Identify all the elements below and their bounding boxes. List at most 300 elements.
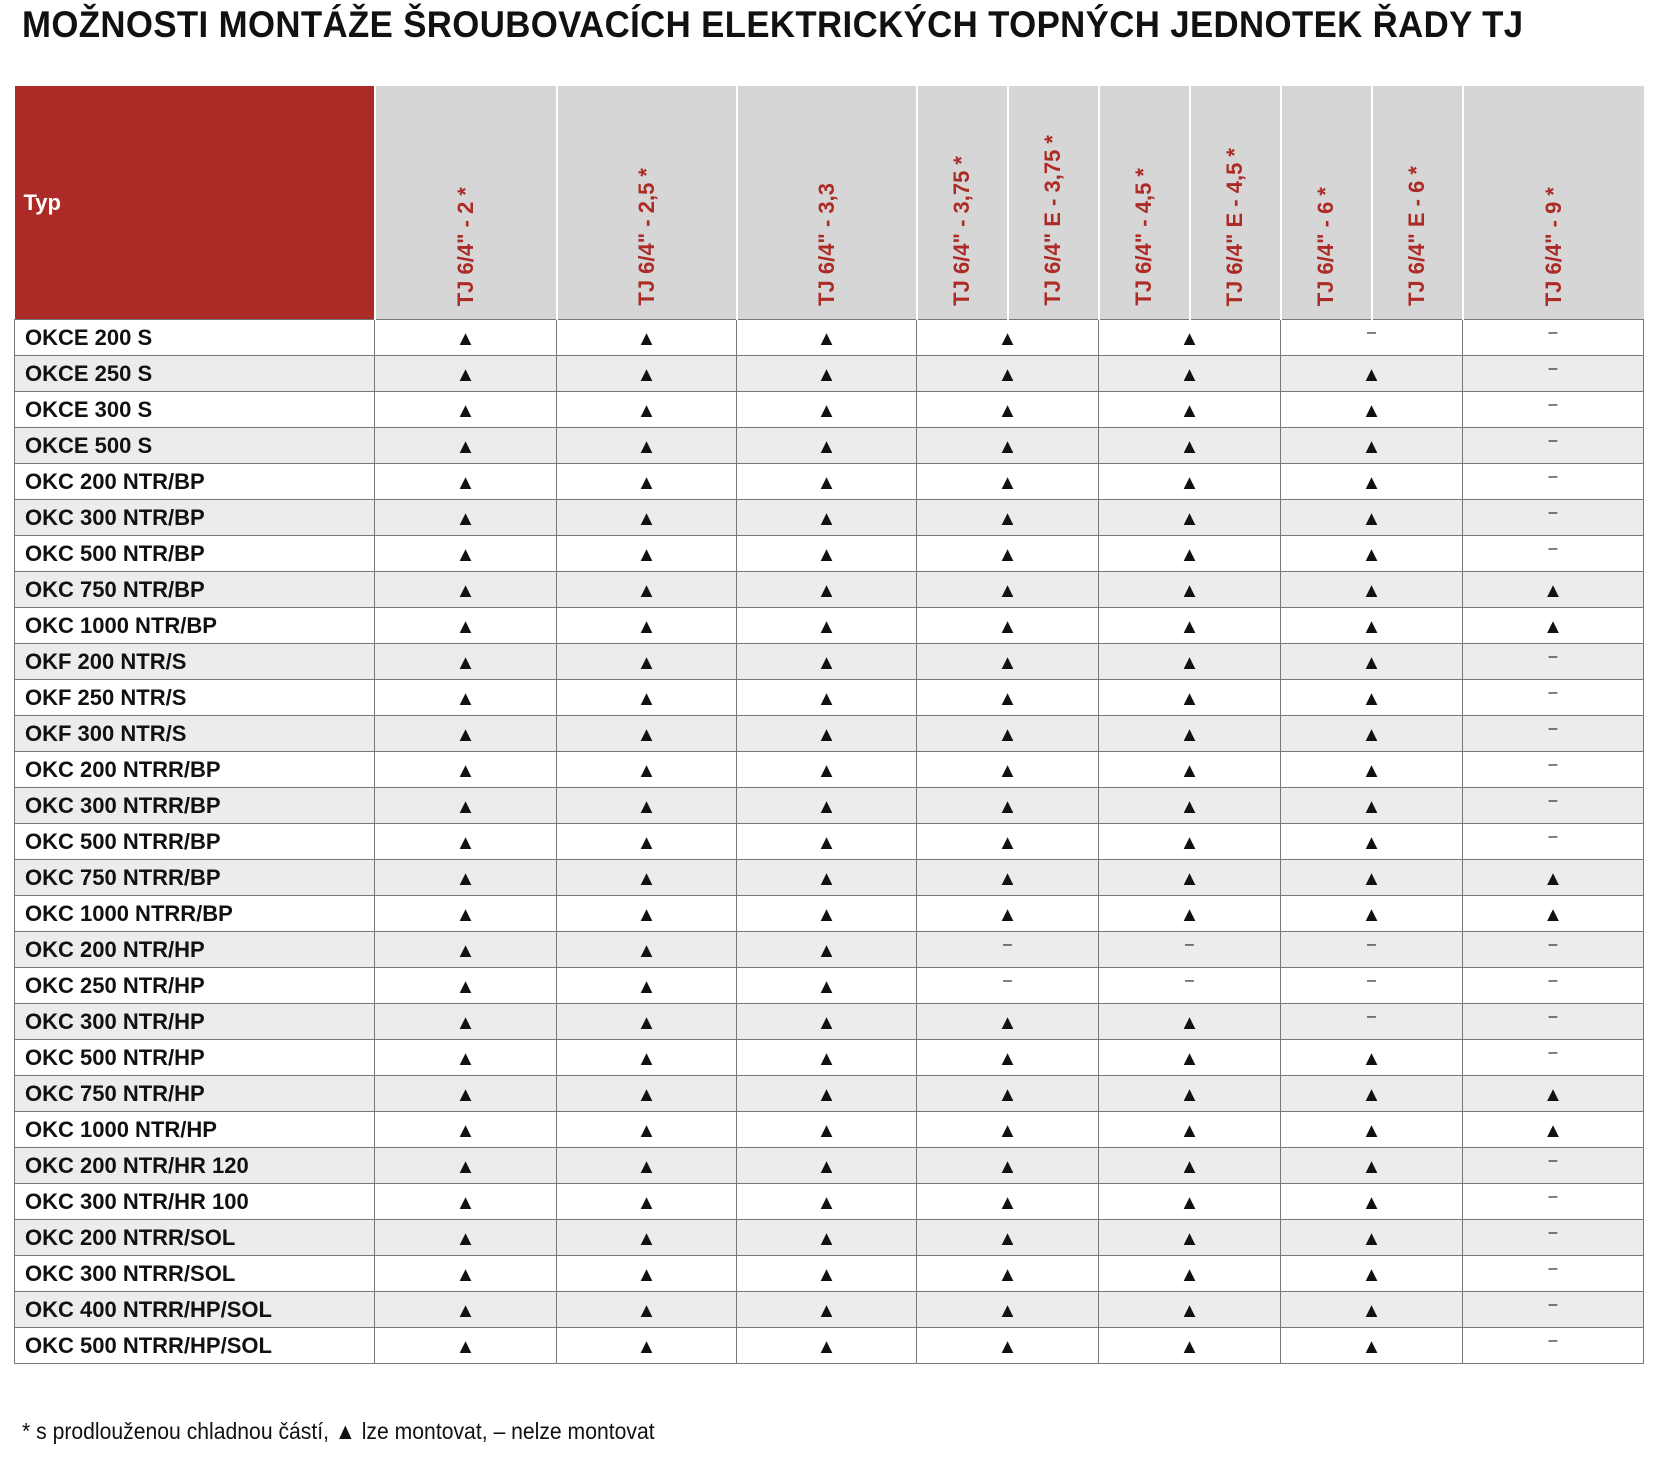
- triangle-icon: ▲: [455, 903, 476, 926]
- triangle-icon: ▲: [816, 1227, 837, 1250]
- row-type-name: OKCE 200 S: [15, 320, 375, 356]
- incompatible-dash-icon: [1463, 716, 1644, 752]
- triangle-icon: ▲: [1361, 1083, 1382, 1106]
- type-column-header: Typ: [15, 86, 375, 320]
- compatible-triangle-icon: [1099, 1256, 1281, 1292]
- row-type-name: OKC 750 NTR/BP: [15, 572, 375, 608]
- row-type-name: OKC 300 NTRR/BP: [15, 788, 375, 824]
- triangle-icon: ▲: [636, 1011, 657, 1034]
- compatible-triangle-icon: [1281, 788, 1463, 824]
- compatible-triangle-icon: [1281, 716, 1463, 752]
- table-row: [15, 824, 1644, 860]
- row-type-name: OKC 200 NTRR/SOL: [15, 1220, 375, 1256]
- compatible-triangle-icon: [737, 644, 917, 680]
- column-header: [917, 86, 1008, 320]
- triangle-icon: ▲: [1179, 363, 1200, 386]
- triangle-icon: ▲: [997, 615, 1018, 638]
- incompatible-dash-icon: [1281, 932, 1463, 968]
- compatible-triangle-icon: [1281, 572, 1463, 608]
- table-row: [15, 1040, 1644, 1076]
- incompatible-dash-icon: [1463, 392, 1644, 428]
- triangle-icon: ▲: [455, 435, 476, 458]
- triangle-icon: ▲: [816, 1335, 837, 1358]
- column-header-label: TJ 6/4" - 4,5 *: [1131, 168, 1156, 306]
- compatible-triangle-icon: [917, 1112, 1099, 1148]
- column-header-label: TJ 6/4" - 3,75 *: [949, 156, 974, 306]
- compatible-triangle-icon: [375, 500, 557, 536]
- triangle-icon: ▲: [455, 579, 476, 602]
- triangle-icon: ▲: [455, 1119, 476, 1142]
- compatible-triangle-icon: [737, 716, 917, 752]
- triangle-icon: ▲: [1179, 1191, 1200, 1214]
- compatible-triangle-icon: [375, 1076, 557, 1112]
- compatible-triangle-icon: [1099, 320, 1281, 356]
- triangle-icon: ▲: [816, 867, 837, 890]
- triangle-icon: ▲: [1361, 687, 1382, 710]
- triangle-icon: ▲: [816, 687, 837, 710]
- compatible-triangle-icon: [1281, 1220, 1463, 1256]
- compatible-triangle-icon: [1099, 788, 1281, 824]
- compatible-triangle-icon: [1281, 608, 1463, 644]
- table-row: [15, 752, 1644, 788]
- incompatible-dash-icon: [1281, 968, 1463, 1004]
- compatible-triangle-icon: [737, 536, 917, 572]
- compatible-triangle-icon: [737, 428, 917, 464]
- triangle-icon: ▲: [997, 1155, 1018, 1178]
- compatible-triangle-icon: [737, 1328, 917, 1364]
- triangle-icon: ▲: [1179, 543, 1200, 566]
- triangle-icon: ▲: [1361, 1227, 1382, 1250]
- compatible-triangle-icon: [557, 752, 737, 788]
- compatible-triangle-icon: [1281, 752, 1463, 788]
- triangle-icon: ▲: [997, 903, 1018, 926]
- compatible-triangle-icon: [375, 608, 557, 644]
- column-header-label: TJ 6/4" - 6 *: [1313, 186, 1338, 306]
- triangle-icon: ▲: [1361, 903, 1382, 926]
- triangle-icon: ▲: [455, 723, 476, 746]
- compatible-triangle-icon: [1281, 536, 1463, 572]
- dash-icon: –: [1548, 827, 1558, 845]
- triangle-icon: ▲: [997, 399, 1018, 422]
- table-row: [15, 1220, 1644, 1256]
- compatible-triangle-icon: [917, 680, 1099, 716]
- triangle-icon: ▲: [997, 1011, 1018, 1034]
- triangle-icon: ▲: [816, 723, 837, 746]
- column-header-label: TJ 6/4" - 9 *: [1540, 186, 1566, 306]
- compatible-triangle-icon: [917, 536, 1099, 572]
- column-header-label: TJ 6/4" E - 3,75 *: [1040, 135, 1065, 306]
- dash-icon: –: [1548, 647, 1558, 665]
- compatible-triangle-icon: [917, 788, 1099, 824]
- compatible-triangle-icon: [375, 680, 557, 716]
- compatible-triangle-icon: [1281, 896, 1463, 932]
- table-row: [15, 716, 1644, 752]
- triangle-icon: ▲: [1361, 1191, 1382, 1214]
- triangle-icon: ▲: [1361, 615, 1382, 638]
- triangle-icon: ▲: [816, 975, 837, 998]
- triangle-icon: ▲: [1361, 1263, 1382, 1286]
- compatible-triangle-icon: [1099, 644, 1281, 680]
- triangle-icon: ▲: [1361, 759, 1382, 782]
- row-type-name: OKC 1000 NTRR/BP: [15, 896, 375, 932]
- triangle-icon: ▲: [816, 327, 837, 350]
- triangle-icon: ▲: [1179, 1119, 1200, 1142]
- triangle-icon: ▲: [997, 1083, 1018, 1106]
- triangle-icon: ▲: [997, 1263, 1018, 1286]
- dash-icon: –: [1548, 755, 1558, 773]
- triangle-icon: ▲: [636, 1191, 657, 1214]
- compatible-triangle-icon: [375, 716, 557, 752]
- dash-icon: –: [1548, 1331, 1558, 1349]
- column-header-label: TJ 6/4" - 3,3: [813, 183, 839, 306]
- triangle-icon: ▲: [455, 327, 476, 350]
- compatible-triangle-icon: [917, 860, 1099, 896]
- row-type-name: OKC 500 NTRR/BP: [15, 824, 375, 860]
- dash-icon: –: [1548, 683, 1558, 701]
- incompatible-dash-icon: [1463, 464, 1644, 500]
- triangle-icon: ▲: [1361, 399, 1382, 422]
- header-row: [15, 86, 1644, 320]
- triangle-icon: ▲: [1179, 615, 1200, 638]
- compatible-triangle-icon: [557, 680, 737, 716]
- triangle-icon: ▲: [816, 759, 837, 782]
- compatible-triangle-icon: [917, 428, 1099, 464]
- table-row: [15, 464, 1644, 500]
- dash-icon: –: [1185, 935, 1194, 953]
- compatible-triangle-icon: [557, 1220, 737, 1256]
- compatible-triangle-icon: [1099, 1040, 1281, 1076]
- triangle-icon: ▲: [636, 1119, 657, 1142]
- compatible-triangle-icon: [737, 356, 917, 392]
- triangle-icon: ▲: [636, 579, 657, 602]
- incompatible-dash-icon: [917, 932, 1099, 968]
- triangle-icon: ▲: [455, 1011, 476, 1034]
- column-header: [557, 86, 737, 320]
- compatible-triangle-icon: [375, 572, 557, 608]
- table-row: [15, 392, 1644, 428]
- compatible-triangle-icon: [1099, 1148, 1281, 1184]
- triangle-icon: ▲: [455, 867, 476, 890]
- triangle-icon: ▲: [816, 651, 837, 674]
- dash-icon: –: [1003, 935, 1012, 953]
- triangle-icon: ▲: [1543, 867, 1563, 890]
- compatible-triangle-icon: [557, 896, 737, 932]
- triangle-icon: ▲: [816, 903, 837, 926]
- dash-icon: –: [1548, 359, 1558, 377]
- dash-icon: –: [1548, 1151, 1558, 1169]
- triangle-icon: ▲: [997, 687, 1018, 710]
- triangle-icon: ▲: [455, 1335, 476, 1358]
- triangle-icon: ▲: [636, 543, 657, 566]
- triangle-icon: ▲: [1179, 1227, 1200, 1250]
- compatible-triangle-icon: [1099, 392, 1281, 428]
- triangle-icon: ▲: [636, 723, 657, 746]
- triangle-icon: ▲: [455, 795, 476, 818]
- triangle-icon: ▲: [816, 1119, 837, 1142]
- compatible-triangle-icon: [737, 1292, 917, 1328]
- dash-icon: –: [1548, 1043, 1558, 1061]
- compatible-triangle-icon: [737, 572, 917, 608]
- triangle-icon: ▲: [1361, 651, 1382, 674]
- triangle-icon: ▲: [816, 543, 837, 566]
- compatible-triangle-icon: [375, 824, 557, 860]
- triangle-icon: ▲: [636, 651, 657, 674]
- triangle-icon: ▲: [816, 471, 837, 494]
- triangle-icon: ▲: [1179, 759, 1200, 782]
- table-row: [15, 1004, 1644, 1040]
- triangle-icon: ▲: [1179, 471, 1200, 494]
- row-type-name: OKC 1000 NTR/BP: [15, 608, 375, 644]
- compatible-triangle-icon: [917, 1076, 1099, 1112]
- compatible-triangle-icon: [917, 1004, 1099, 1040]
- incompatible-dash-icon: [1463, 752, 1644, 788]
- compatible-triangle-icon: [557, 1004, 737, 1040]
- row-type-name: OKC 500 NTR/HP: [15, 1040, 375, 1076]
- compatible-triangle-icon: [375, 1184, 557, 1220]
- incompatible-dash-icon: [917, 968, 1099, 1004]
- triangle-icon: ▲: [997, 795, 1018, 818]
- triangle-icon: ▲: [816, 435, 837, 458]
- compatible-triangle-icon: [557, 932, 737, 968]
- dash-icon: –: [1548, 467, 1558, 485]
- compatible-triangle-icon: [917, 500, 1099, 536]
- compatible-triangle-icon: [375, 932, 557, 968]
- compatible-triangle-icon: [557, 428, 737, 464]
- incompatible-dash-icon: [1463, 1004, 1644, 1040]
- triangle-icon: ▲: [816, 1263, 837, 1286]
- column-header: [1008, 86, 1099, 320]
- dash-icon: –: [1548, 1259, 1558, 1277]
- compatible-triangle-icon: [1281, 428, 1463, 464]
- compatible-triangle-icon: [1463, 860, 1644, 896]
- compatible-triangle-icon: [1463, 896, 1644, 932]
- compatible-triangle-icon: [375, 1004, 557, 1040]
- dash-icon: –: [1548, 1295, 1558, 1313]
- triangle-icon: ▲: [1179, 867, 1200, 890]
- compatible-triangle-icon: [557, 500, 737, 536]
- row-type-name: OKC 500 NTRR/HP/SOL: [15, 1328, 375, 1364]
- incompatible-dash-icon: [1463, 968, 1644, 1004]
- compatible-triangle-icon: [1281, 356, 1463, 392]
- compatible-triangle-icon: [375, 788, 557, 824]
- incompatible-dash-icon: [1463, 1220, 1644, 1256]
- row-type-name: OKF 300 NTR/S: [15, 716, 375, 752]
- triangle-icon: ▲: [1179, 687, 1200, 710]
- triangle-icon: ▲: [997, 1047, 1018, 1070]
- triangle-icon: ▲: [636, 867, 657, 890]
- triangle-icon: ▲: [997, 831, 1018, 854]
- triangle-icon: ▲: [816, 615, 837, 638]
- triangle-icon: ▲: [455, 399, 476, 422]
- incompatible-dash-icon: [1463, 1292, 1644, 1328]
- dash-icon: –: [1367, 971, 1376, 989]
- table-row: [15, 1076, 1644, 1112]
- triangle-icon: ▲: [636, 615, 657, 638]
- compatible-triangle-icon: [917, 1220, 1099, 1256]
- column-header-label: TJ 6/4" E - 4,5 *: [1222, 147, 1247, 306]
- triangle-icon: ▲: [1361, 543, 1382, 566]
- compatible-triangle-icon: [557, 572, 737, 608]
- triangle-icon: ▲: [636, 795, 657, 818]
- compatible-triangle-icon: [375, 644, 557, 680]
- table-row: [15, 320, 1644, 356]
- incompatible-dash-icon: [1463, 500, 1644, 536]
- compatible-triangle-icon: [917, 1328, 1099, 1364]
- incompatible-dash-icon: [1463, 1256, 1644, 1292]
- dash-icon: –: [1548, 935, 1558, 953]
- dash-icon: –: [1548, 395, 1558, 413]
- compatible-triangle-icon: [375, 428, 557, 464]
- table-row: [15, 788, 1644, 824]
- compatible-triangle-icon: [1099, 680, 1281, 716]
- dash-icon: –: [1367, 323, 1376, 341]
- compatible-triangle-icon: [557, 1112, 737, 1148]
- triangle-icon: ▲: [816, 831, 837, 854]
- compatible-triangle-icon: [557, 464, 737, 500]
- row-type-name: OKC 300 NTR/HP: [15, 1004, 375, 1040]
- compatible-triangle-icon: [557, 716, 737, 752]
- dash-icon: –: [1367, 1007, 1376, 1025]
- triangle-icon: ▲: [1179, 399, 1200, 422]
- compatible-triangle-icon: [737, 752, 917, 788]
- row-type-name: OKC 250 NTR/HP: [15, 968, 375, 1004]
- compatible-triangle-icon: [917, 1292, 1099, 1328]
- column-header-label: TJ 6/4" - 2,5 *: [633, 168, 659, 306]
- compatible-triangle-icon: [1099, 1184, 1281, 1220]
- column-header-label: TJ 6/4" - 2 *: [452, 186, 478, 306]
- triangle-icon: ▲: [997, 759, 1018, 782]
- compatible-triangle-icon: [917, 464, 1099, 500]
- triangle-icon: ▲: [997, 1119, 1018, 1142]
- compatible-triangle-icon: [1281, 1040, 1463, 1076]
- table-row: [15, 932, 1644, 968]
- triangle-icon: ▲: [636, 1047, 657, 1070]
- compatible-triangle-icon: [375, 320, 557, 356]
- row-type-name: OKC 200 NTRR/BP: [15, 752, 375, 788]
- row-type-name: OKC 200 NTR/HR 120: [15, 1148, 375, 1184]
- compatible-triangle-icon: [917, 824, 1099, 860]
- triangle-icon: ▲: [816, 1299, 837, 1322]
- triangle-icon: ▲: [455, 1047, 476, 1070]
- incompatible-dash-icon: [1463, 1148, 1644, 1184]
- compatible-triangle-icon: [1281, 680, 1463, 716]
- compatible-triangle-icon: [1281, 1112, 1463, 1148]
- triangle-icon: ▲: [816, 399, 837, 422]
- triangle-icon: ▲: [1361, 579, 1382, 602]
- compatible-triangle-icon: [1281, 392, 1463, 428]
- triangle-icon: ▲: [1361, 1299, 1382, 1322]
- triangle-icon: ▲: [636, 1083, 657, 1106]
- row-type-name: OKC 400 NTRR/HP/SOL: [15, 1292, 375, 1328]
- compatible-triangle-icon: [1099, 860, 1281, 896]
- triangle-icon: ▲: [636, 507, 657, 530]
- compatible-triangle-icon: [375, 1220, 557, 1256]
- incompatible-dash-icon: [1463, 824, 1644, 860]
- dash-icon: –: [1548, 1223, 1558, 1241]
- triangle-icon: ▲: [997, 867, 1018, 890]
- compatible-triangle-icon: [1099, 428, 1281, 464]
- compatible-triangle-icon: [737, 1184, 917, 1220]
- triangle-icon: ▲: [1179, 1047, 1200, 1070]
- incompatible-dash-icon: [1099, 968, 1281, 1004]
- triangle-icon: ▲: [997, 363, 1018, 386]
- triangle-icon: ▲: [997, 1191, 1018, 1214]
- compatible-triangle-icon: [917, 572, 1099, 608]
- triangle-icon: ▲: [1179, 1155, 1200, 1178]
- compatible-triangle-icon: [1281, 824, 1463, 860]
- triangle-icon: ▲: [636, 1155, 657, 1178]
- triangle-icon: ▲: [1543, 1083, 1563, 1106]
- triangle-icon: ▲: [1179, 795, 1200, 818]
- table-row: [15, 896, 1644, 932]
- triangle-icon: ▲: [1361, 831, 1382, 854]
- compatible-triangle-icon: [375, 464, 557, 500]
- compatible-triangle-icon: [375, 896, 557, 932]
- compatible-triangle-icon: [557, 1184, 737, 1220]
- triangle-icon: ▲: [636, 903, 657, 926]
- dash-icon: –: [1548, 971, 1558, 989]
- incompatible-dash-icon: [1463, 932, 1644, 968]
- compatible-triangle-icon: [375, 392, 557, 428]
- table-row: [15, 1292, 1644, 1328]
- triangle-icon: ▲: [455, 615, 476, 638]
- row-type-name: OKC 300 NTR/HR 100: [15, 1184, 375, 1220]
- triangle-icon: ▲: [1361, 471, 1382, 494]
- incompatible-dash-icon: [1463, 356, 1644, 392]
- triangle-icon: ▲: [997, 1227, 1018, 1250]
- row-type-name: OKC 300 NTRR/SOL: [15, 1256, 375, 1292]
- compatible-triangle-icon: [917, 1040, 1099, 1076]
- dash-icon: –: [1548, 503, 1558, 521]
- triangle-icon: ▲: [455, 471, 476, 494]
- triangle-icon: ▲: [1361, 507, 1382, 530]
- triangle-icon: ▲: [636, 975, 657, 998]
- incompatible-dash-icon: [1463, 680, 1644, 716]
- compatible-triangle-icon: [1463, 608, 1644, 644]
- incompatible-dash-icon: [1463, 788, 1644, 824]
- triangle-icon: ▲: [1361, 1335, 1382, 1358]
- compatible-triangle-icon: [917, 1184, 1099, 1220]
- triangle-icon: ▲: [1543, 615, 1563, 638]
- compatible-triangle-icon: [737, 788, 917, 824]
- compatible-triangle-icon: [1099, 752, 1281, 788]
- compatible-triangle-icon: [557, 824, 737, 860]
- triangle-icon: ▲: [1179, 1263, 1200, 1286]
- compatibility-table: [14, 86, 1644, 1364]
- row-type-name: OKCE 300 S: [15, 392, 375, 428]
- compatible-triangle-icon: [1281, 1292, 1463, 1328]
- triangle-icon: ▲: [636, 399, 657, 422]
- table-row: [15, 1184, 1644, 1220]
- triangle-icon: ▲: [455, 1083, 476, 1106]
- triangle-icon: ▲: [455, 939, 476, 962]
- triangle-icon: ▲: [636, 1227, 657, 1250]
- compatible-triangle-icon: [737, 1148, 917, 1184]
- row-type-name: OKCE 500 S: [15, 428, 375, 464]
- incompatible-dash-icon: [1463, 1184, 1644, 1220]
- column-header: [1190, 86, 1281, 320]
- compatible-triangle-icon: [375, 860, 557, 896]
- triangle-icon: ▲: [1179, 723, 1200, 746]
- triangle-icon: ▲: [1361, 795, 1382, 818]
- compatible-triangle-icon: [1281, 860, 1463, 896]
- row-type-name: OKF 200 NTR/S: [15, 644, 375, 680]
- compatible-triangle-icon: [557, 968, 737, 1004]
- compatible-triangle-icon: [1281, 1076, 1463, 1112]
- row-type-name: OKC 200 NTR/BP: [15, 464, 375, 500]
- compatible-triangle-icon: [1281, 1256, 1463, 1292]
- triangle-icon: ▲: [1179, 579, 1200, 602]
